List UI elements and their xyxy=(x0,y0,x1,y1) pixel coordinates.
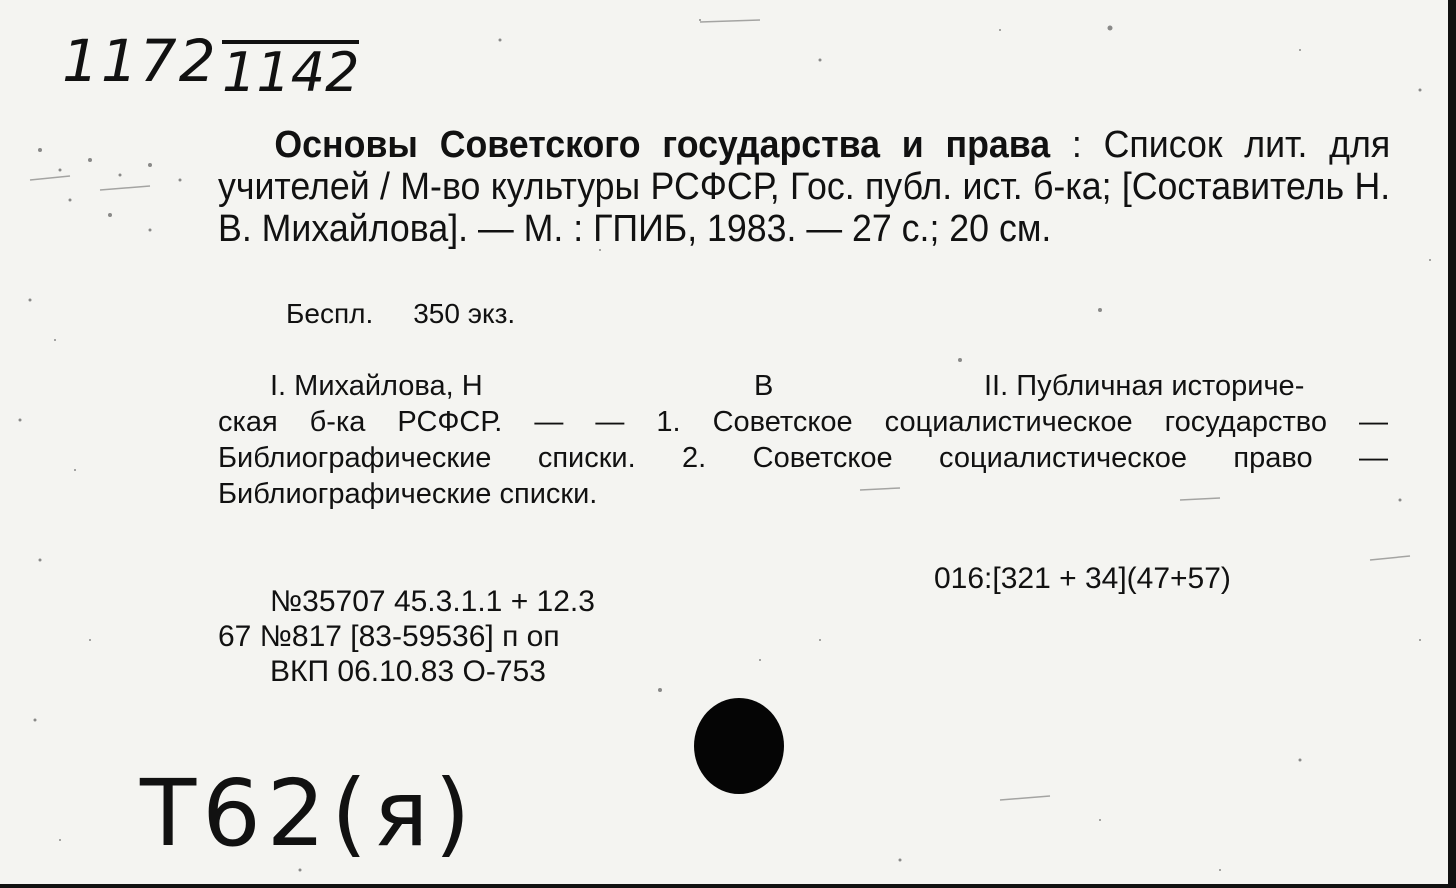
handwritten-location-mark: Т62(я) xyxy=(140,760,477,867)
punch-hole xyxy=(694,698,784,794)
handwritten-shelf-number-overlined: 1142 xyxy=(222,41,360,104)
subject-headings-text: ская б-ка РСФСР. — — 1. Советское социалистическое государство — Библиографические списки. 2. Советское социалистическое право — Библиографические списки. xyxy=(218,406,1388,510)
catalog-numbers xyxy=(218,584,595,689)
price-line xyxy=(286,298,515,330)
card-bottom-edge xyxy=(0,884,1456,888)
subject-author-entry: I. Михайлова, Н xyxy=(270,370,483,402)
card-right-edge xyxy=(1448,0,1456,888)
catalog-line-3: ВКП 06.10.83 О-753 xyxy=(270,655,546,688)
catalog-line-1: №35707 45.3.1.1 + 12.3 xyxy=(270,585,595,618)
copies-count: 350 экз. xyxy=(413,298,516,329)
record-details: : Список лит. для учителей / М-во культуры РСФСР, Гос. публ. ист. б-ка; [Составитель Н. В. Михайлова]. — М. : ГПИБ, 1983. — 27 с.; 20 см. xyxy=(218,124,1391,250)
handwritten-shelf-number: 1172 xyxy=(62,27,218,95)
subject-author-initial: В xyxy=(754,370,774,402)
bibliographic-description xyxy=(218,124,1390,250)
record-title: Основы Советского государства и права xyxy=(274,124,1051,166)
price-label: Беспл. xyxy=(286,298,374,329)
catalog-line-2: 67 №817 [83-59536] п оп xyxy=(218,620,560,653)
subject-institution-entry: II. Публичная историче- xyxy=(984,370,1305,402)
udc-code: 016:[321 + 34](47+57) xyxy=(934,562,1231,595)
subject-headings xyxy=(218,368,1388,512)
